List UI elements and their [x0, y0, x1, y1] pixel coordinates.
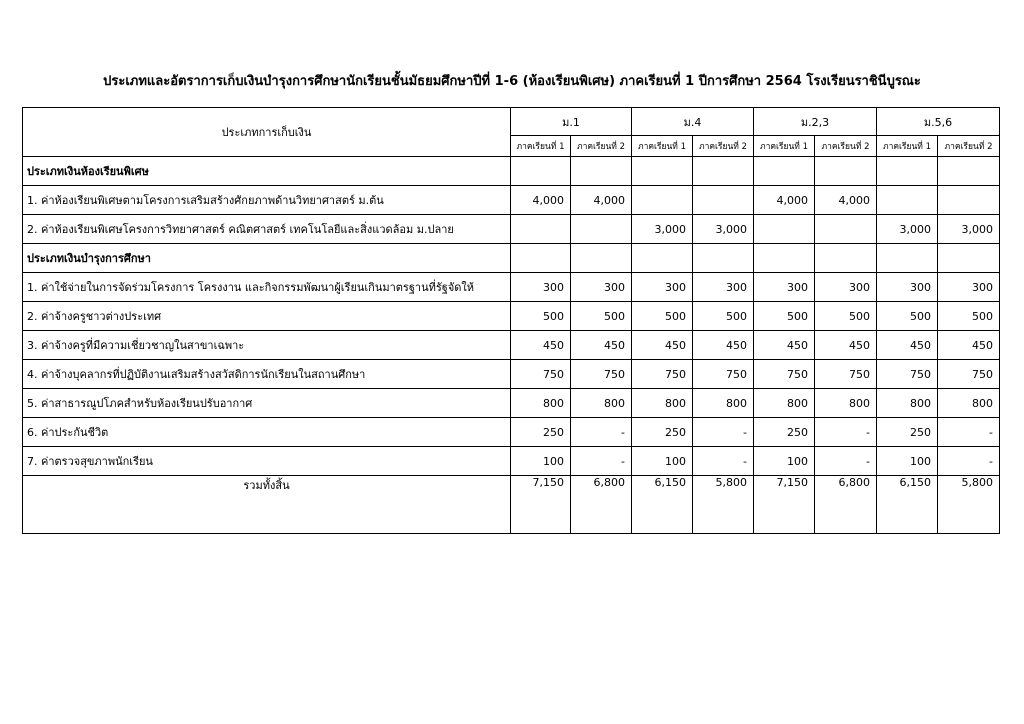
row-label: 3. ค่าจ้างครูที่มีความเชี่ยวชาญในสาขาเฉพาะ — [23, 331, 511, 360]
total-cell: 7,150 — [754, 476, 815, 534]
section-row — [23, 244, 1000, 273]
row-label: 6. ค่าประกันชีวิต — [23, 418, 511, 447]
fee-cell: 100 — [877, 447, 938, 476]
fee-cell: 800 — [511, 389, 571, 418]
fee-cell: 300 — [632, 273, 693, 302]
fee-cell — [511, 215, 571, 244]
term-header: ภาคเรียนที่ 1 — [877, 136, 938, 157]
fee-cell: 450 — [693, 331, 754, 360]
total-cell: 6,150 — [632, 476, 693, 534]
fee-cell: 4,000 — [754, 186, 815, 215]
fee-cell: - — [571, 447, 632, 476]
fee-cell: 500 — [877, 302, 938, 331]
fee-cell: - — [693, 447, 754, 476]
fee-cell: 750 — [815, 360, 877, 389]
empty-cell — [815, 244, 877, 273]
total-label: รวมทั้งสิ้น — [23, 476, 511, 534]
fee-cell — [815, 215, 877, 244]
fee-cell: 3,000 — [693, 215, 754, 244]
page-title: ประเภทและอัตราการเก็บเงินบำรุงการศึกษานักเรียนชั้นมัธยมศึกษาปีที่ 1-6 (ห้องเรียนพิเศษ) ภาคเรียนที่ 1 ปีการศึกษา 2564 โรงเรียนราชินีบูรณะ — [103, 74, 921, 89]
empty-cell — [815, 157, 877, 186]
fee-cell: 750 — [693, 360, 754, 389]
fee-cell: 300 — [938, 273, 1000, 302]
row-label: 2. ค่าจ้างครูชาวต่างประเทศ — [23, 302, 511, 331]
term-header: ภาคเรียนที่ 2 — [693, 136, 754, 157]
fee-cell: 300 — [754, 273, 815, 302]
fee-cell: 300 — [511, 273, 571, 302]
empty-cell — [938, 157, 1000, 186]
term-header: ภาคเรียนที่ 1 — [632, 136, 693, 157]
fee-cell: 800 — [877, 389, 938, 418]
total-cell: 6,800 — [571, 476, 632, 534]
fee-cell: 250 — [877, 418, 938, 447]
empty-cell — [571, 244, 632, 273]
empty-cell — [877, 244, 938, 273]
empty-cell — [511, 244, 571, 273]
fee-cell: 4,000 — [571, 186, 632, 215]
fee-cell: - — [815, 447, 877, 476]
fee-cell — [632, 186, 693, 215]
table-row — [23, 447, 1000, 476]
fee-cell: 3,000 — [632, 215, 693, 244]
fee-cell: 500 — [632, 302, 693, 331]
fee-cell: - — [693, 418, 754, 447]
grade-header: ม.4 — [632, 108, 754, 136]
empty-cell — [693, 244, 754, 273]
total-cell: 6,800 — [815, 476, 877, 534]
fee-cell: 450 — [938, 331, 1000, 360]
empty-cell — [877, 157, 938, 186]
section-title: ประเภทเงินห้องเรียนพิเศษ — [23, 157, 511, 186]
fee-cell: 300 — [877, 273, 938, 302]
fee-cell: 450 — [571, 331, 632, 360]
fee-cell: 300 — [693, 273, 754, 302]
fee-cell: 450 — [877, 331, 938, 360]
fee-cell: 750 — [511, 360, 571, 389]
fee-cell — [938, 186, 1000, 215]
empty-cell — [938, 244, 1000, 273]
fee-cell: - — [571, 418, 632, 447]
fee-cell: 450 — [754, 331, 815, 360]
table-row — [23, 418, 1000, 447]
fee-cell: 4,000 — [511, 186, 571, 215]
fee-cell: 250 — [632, 418, 693, 447]
table-row — [23, 389, 1000, 418]
total-cell: 5,800 — [693, 476, 754, 534]
fee-cell: 100 — [511, 447, 571, 476]
fee-cell: 500 — [511, 302, 571, 331]
total-row — [23, 476, 1000, 534]
fee-cell: 800 — [938, 389, 1000, 418]
grade-header: ม.5,6 — [877, 108, 1000, 136]
term-header: ภาคเรียนที่ 2 — [938, 136, 1000, 157]
fee-cell — [754, 215, 815, 244]
fee-cell: 300 — [815, 273, 877, 302]
fee-cell: 3,000 — [938, 215, 1000, 244]
table-row — [23, 215, 1000, 244]
fee-cell: 450 — [815, 331, 877, 360]
total-cell: 7,150 — [511, 476, 571, 534]
term-header: ภาคเรียนที่ 1 — [754, 136, 815, 157]
fee-cell: 3,000 — [877, 215, 938, 244]
fee-cell: 750 — [632, 360, 693, 389]
fee-cell: - — [938, 447, 1000, 476]
table-row — [23, 186, 1000, 215]
empty-cell — [511, 157, 571, 186]
row-label: 2. ค่าห้องเรียนพิเศษโครงการวิทยาศาสตร์ คณิตศาสตร์ เทคโนโลยีและสิ่งแวดล้อม ม.ปลาย — [23, 215, 511, 244]
fee-cell: 100 — [754, 447, 815, 476]
fee-cell: - — [815, 418, 877, 447]
fee-cell: 250 — [511, 418, 571, 447]
fee-cell: 800 — [815, 389, 877, 418]
fee-cell: 750 — [877, 360, 938, 389]
table-row — [23, 302, 1000, 331]
term-header: ภาคเรียนที่ 1 — [511, 136, 571, 157]
fee-cell: 500 — [938, 302, 1000, 331]
grade-header: ม.2,3 — [754, 108, 877, 136]
table-row — [23, 360, 1000, 389]
section-row — [23, 157, 1000, 186]
category-header: ประเภทการเก็บเงิน — [23, 108, 511, 157]
row-label: 1. ค่าห้องเรียนพิเศษตามโครงการเสริมสร้างศักยภาพด้านวิทยาศาสตร์ ม.ต้น — [23, 186, 511, 215]
fee-cell: 500 — [754, 302, 815, 331]
fee-cell: 500 — [815, 302, 877, 331]
section-title: ประเภทเงินบำรุงการศึกษา — [23, 244, 511, 273]
fee-cell: 450 — [511, 331, 571, 360]
fee-cell: 4,000 — [815, 186, 877, 215]
fee-cell: 500 — [693, 302, 754, 331]
fee-cell: 500 — [571, 302, 632, 331]
row-label: 4. ค่าจ้างบุคลากรที่ปฏิบัติงานเสริมสร้างสวัสดิการนักเรียนในสถานศึกษา — [23, 360, 511, 389]
row-label: 5. ค่าสาธารณูปโภคสำหรับห้องเรียนปรับอากาศ — [23, 389, 511, 418]
term-header: ภาคเรียนที่ 2 — [571, 136, 632, 157]
grade-header: ม.1 — [511, 108, 632, 136]
term-header: ภาคเรียนที่ 2 — [815, 136, 877, 157]
fee-cell: 750 — [571, 360, 632, 389]
empty-cell — [693, 157, 754, 186]
fee-cell: 450 — [632, 331, 693, 360]
total-cell: 6,150 — [877, 476, 938, 534]
empty-cell — [632, 157, 693, 186]
fee-cell: 300 — [571, 273, 632, 302]
total-cell: 5,800 — [938, 476, 1000, 534]
fee-cell — [693, 186, 754, 215]
row-label: 1. ค่าใช้จ่ายในการจัดร่วมโครงการ โครงงาน และกิจกรรมพัฒนาผู้เรียนเกินมาตรฐานที่รัฐจัดให้ — [23, 273, 511, 302]
table-row — [23, 331, 1000, 360]
fee-cell: 800 — [754, 389, 815, 418]
empty-cell — [754, 157, 815, 186]
table-row — [23, 273, 1000, 302]
empty-cell — [571, 157, 632, 186]
fee-cell: 750 — [938, 360, 1000, 389]
fee-cell: 800 — [571, 389, 632, 418]
fee-table — [22, 107, 1000, 534]
fee-cell: 800 — [632, 389, 693, 418]
empty-cell — [632, 244, 693, 273]
fee-cell — [571, 215, 632, 244]
fee-cell: 100 — [632, 447, 693, 476]
fee-cell: - — [938, 418, 1000, 447]
row-label: 7. ค่าตรวจสุขภาพนักเรียน — [23, 447, 511, 476]
empty-cell — [754, 244, 815, 273]
fee-cell: 750 — [754, 360, 815, 389]
fee-cell: 800 — [693, 389, 754, 418]
fee-cell: 250 — [754, 418, 815, 447]
fee-cell — [877, 186, 938, 215]
